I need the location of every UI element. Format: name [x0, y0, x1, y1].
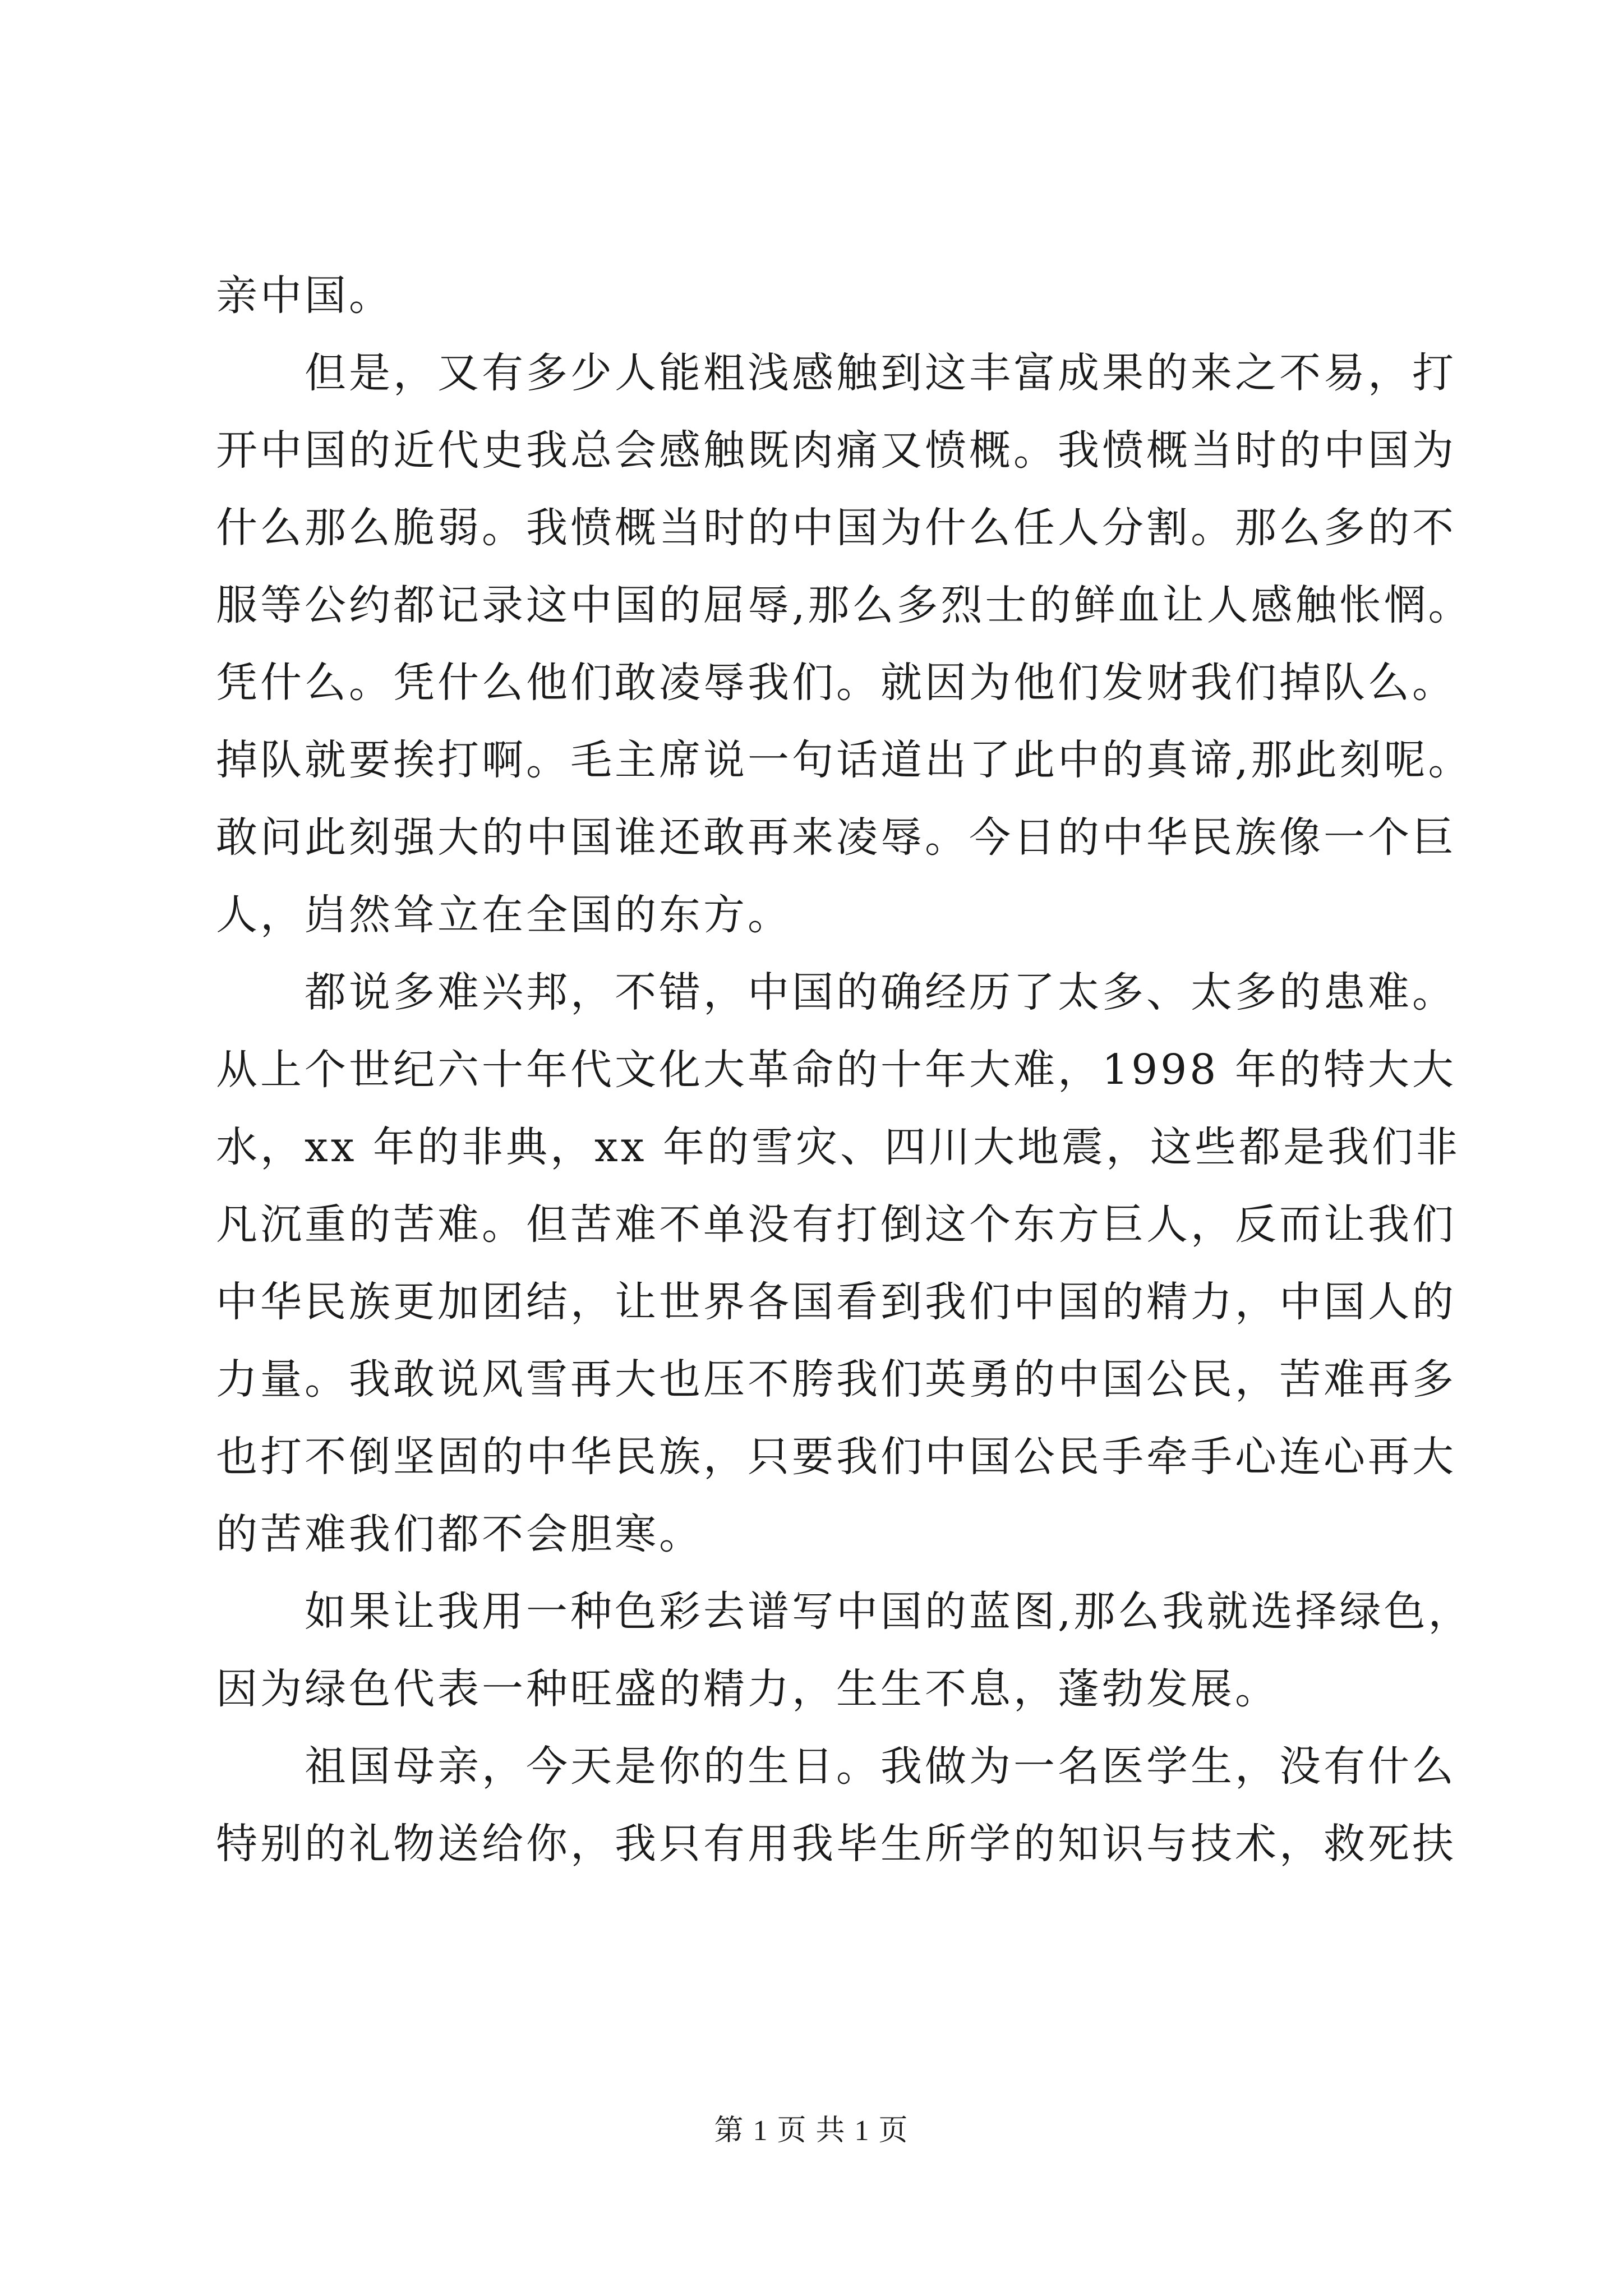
text-line: 因为绿色代表一种旺盛的精力，生生不息，蓬勃发展。 — [216, 1665, 1279, 1713]
text-line: 的苦难我们都不会胆寒。 — [216, 1510, 703, 1558]
text-line: 祖国母亲，今天是你的生日。我做为一名医学生，没有什么 — [305, 1742, 1456, 1791]
text-line: 开中国的近代史我总会感触既肉痛又愤概。我愤概当时的中国为 — [216, 426, 1456, 475]
text-line: 服等公约都记录这中国的屈辱,那么多烈士的鲜血让人感触怅惘。 — [216, 581, 1473, 629]
text-line: 什么那么脆弱。我愤概当时的中国为什么任人分割。那么多的不 — [216, 504, 1456, 552]
paragraph-2 — [216, 334, 1473, 954]
text-line: 力量。我敢说风雪再大也压不胯我们英勇的中国公民，苦难再多 — [216, 1355, 1456, 1404]
page-footer: 第 1 页 共 1 页 — [714, 2115, 909, 2147]
text-line: 人，岿然耸立在全国的东方。 — [216, 891, 792, 939]
text-line: 但是，又有多少人能粗浅感触到这丰富成果的来之不易，打 — [305, 349, 1456, 397]
paragraph-1 — [216, 257, 1422, 334]
text-line: 都说多难兴邦，不错，中国的确经历了太多、太多的患难。 — [305, 968, 1456, 1016]
text-line: 掉队就要挨打啊。毛主席说一句话道出了此中的真谛,那此刻呢。 — [216, 736, 1473, 784]
text-line: 特别的礼物送给你，我只有用我毕生所学的知识与技术，救死扶 — [216, 1820, 1456, 1868]
text-line: 从上个世纪六十年代文化大革命的十年大难，1998 年的特大大 — [216, 1046, 1456, 1094]
text-line: 敢问此刻强大的中国谁还敢再来凌辱。今日的中华民族像一个巨 — [216, 813, 1456, 862]
text-line: 凡沉重的苦难。但苦难不单没有打倒这个东方巨人，反而让我们 — [216, 1200, 1456, 1249]
paragraph-4 — [216, 1573, 1473, 1728]
text-line: 凭什么。凭什么他们敢凌辱我们。就因为他们发财我们掉队么。 — [216, 659, 1456, 707]
text-line: 亲中国。 — [216, 272, 393, 320]
text-line: 如果让我用一种色彩去谱写中国的蓝图,那么我就选择绿色， — [305, 1588, 1473, 1636]
document-body — [216, 257, 1473, 1883]
paragraph-3 — [216, 954, 1460, 1573]
paragraph-5 — [216, 1728, 1456, 1883]
text-line: 水，xx 年的非典，xx 年的雪灾、四川大地震，这些都是我们非 — [216, 1123, 1460, 1171]
text-line: 中华民族更加团结，让世界各国看到我们中国的精力，中国人的 — [216, 1278, 1456, 1326]
text-line: 也打不倒坚固的中华民族，只要我们中国公民手牵手心连心再大 — [216, 1433, 1456, 1481]
